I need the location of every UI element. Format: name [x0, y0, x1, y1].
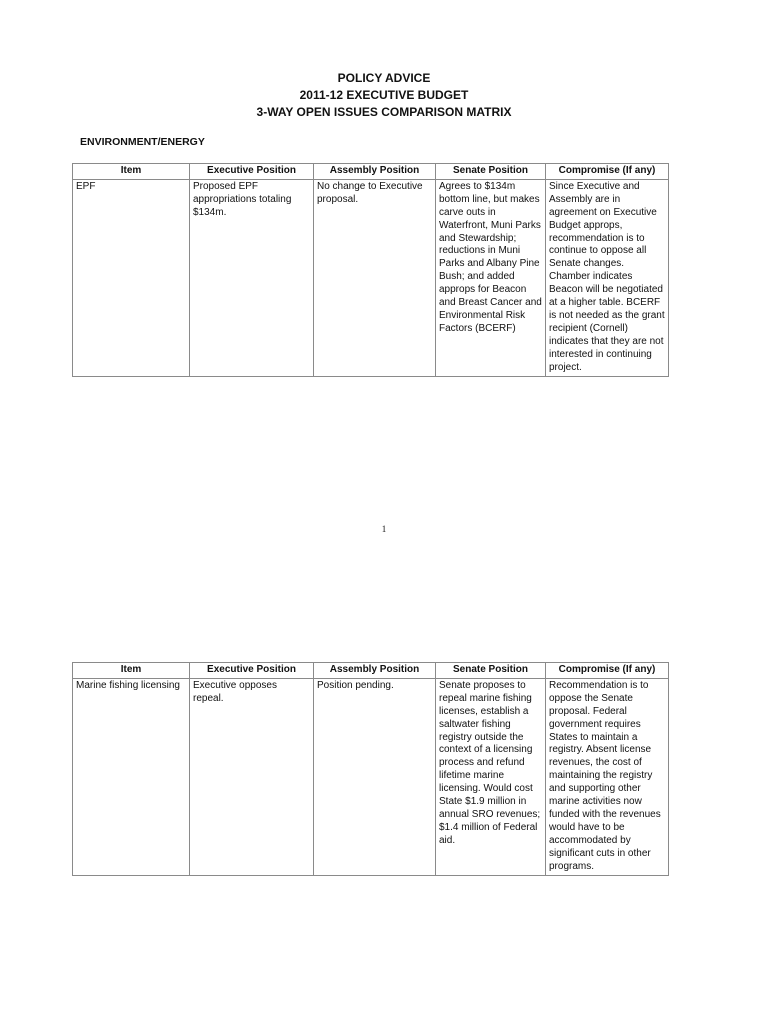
- header-compromise: Compromise (If any): [546, 663, 669, 679]
- comparison-table: [72, 662, 669, 876]
- cell-executive-position: Proposed EPF appropriations totaling $134m.: [190, 179, 314, 376]
- cell-item: EPF: [73, 179, 190, 376]
- document-title: [0, 70, 768, 121]
- title-line-1: POLICY ADVICE: [337, 71, 431, 85]
- cell-assembly-position: Position pending.: [314, 678, 436, 875]
- header-senate-position: Senate Position: [436, 663, 546, 679]
- title-line-2: 2011-12 EXECUTIVE BUDGET: [299, 88, 469, 102]
- table-header-row: [73, 164, 669, 180]
- header-executive-position: Executive Position: [190, 663, 314, 679]
- table-row: [73, 179, 669, 376]
- table-row: [73, 678, 669, 875]
- header-compromise: Compromise (If any): [546, 164, 669, 180]
- header-item: Item: [73, 164, 190, 180]
- header-assembly-position: Assembly Position: [314, 663, 436, 679]
- cell-executive-position: Executive opposes repeal.: [190, 678, 314, 875]
- header-senate-position: Senate Position: [436, 164, 546, 180]
- cell-senate-position: Senate proposes to repeal marine fishing licenses, establish a saltwater fishing registry outside the context of a licensing process and refund lifetime marine licensing. Would cost State $1.9 million in annual SRO revenues; $1.4 million of Federal aid.: [436, 678, 546, 875]
- comparison-table: [72, 163, 669, 377]
- title-line-3: 3-WAY OPEN ISSUES COMPARISON MATRIX: [256, 105, 512, 119]
- cell-assembly-position: No change to Executive proposal.: [314, 179, 436, 376]
- cell-senate-position: Agrees to $134m bottom line, but makes carve outs in Waterfront, Muni Parks and Stewardship; reductions in Muni Parks and Albany Pine Bush; and added approps for Beacon and Breast Cancer and Environmental Risk Factors (BCERF): [436, 179, 546, 376]
- header-executive-position: Executive Position: [190, 164, 314, 180]
- cell-item: Marine fishing licensing: [73, 678, 190, 875]
- header-item: Item: [73, 663, 190, 679]
- section-heading: ENVIRONMENT/ENERGY: [80, 136, 205, 148]
- cell-compromise: Since Executive and Assembly are in agreement on Executive Budget approps, recommendation is to continue to oppose all Senate changes. Chamber indicates Beacon will be negotiated at a higher table. BCERF is not needed as the grant recipient (Cornell) indicates that they are not interested in continuing project.: [546, 179, 669, 376]
- header-assembly-position: Assembly Position: [314, 164, 436, 180]
- cell-compromise: Recommendation is to oppose the Senate proposal. Federal government requires States to maintain a registry. Absent license revenues, the cost of maintaining the registry and supporting other marine activities now funded with the revenues would have to be accommodated by significant cuts in other programs.: [546, 678, 669, 875]
- table-header-row: [73, 663, 669, 679]
- page-number: 1: [381, 524, 387, 534]
